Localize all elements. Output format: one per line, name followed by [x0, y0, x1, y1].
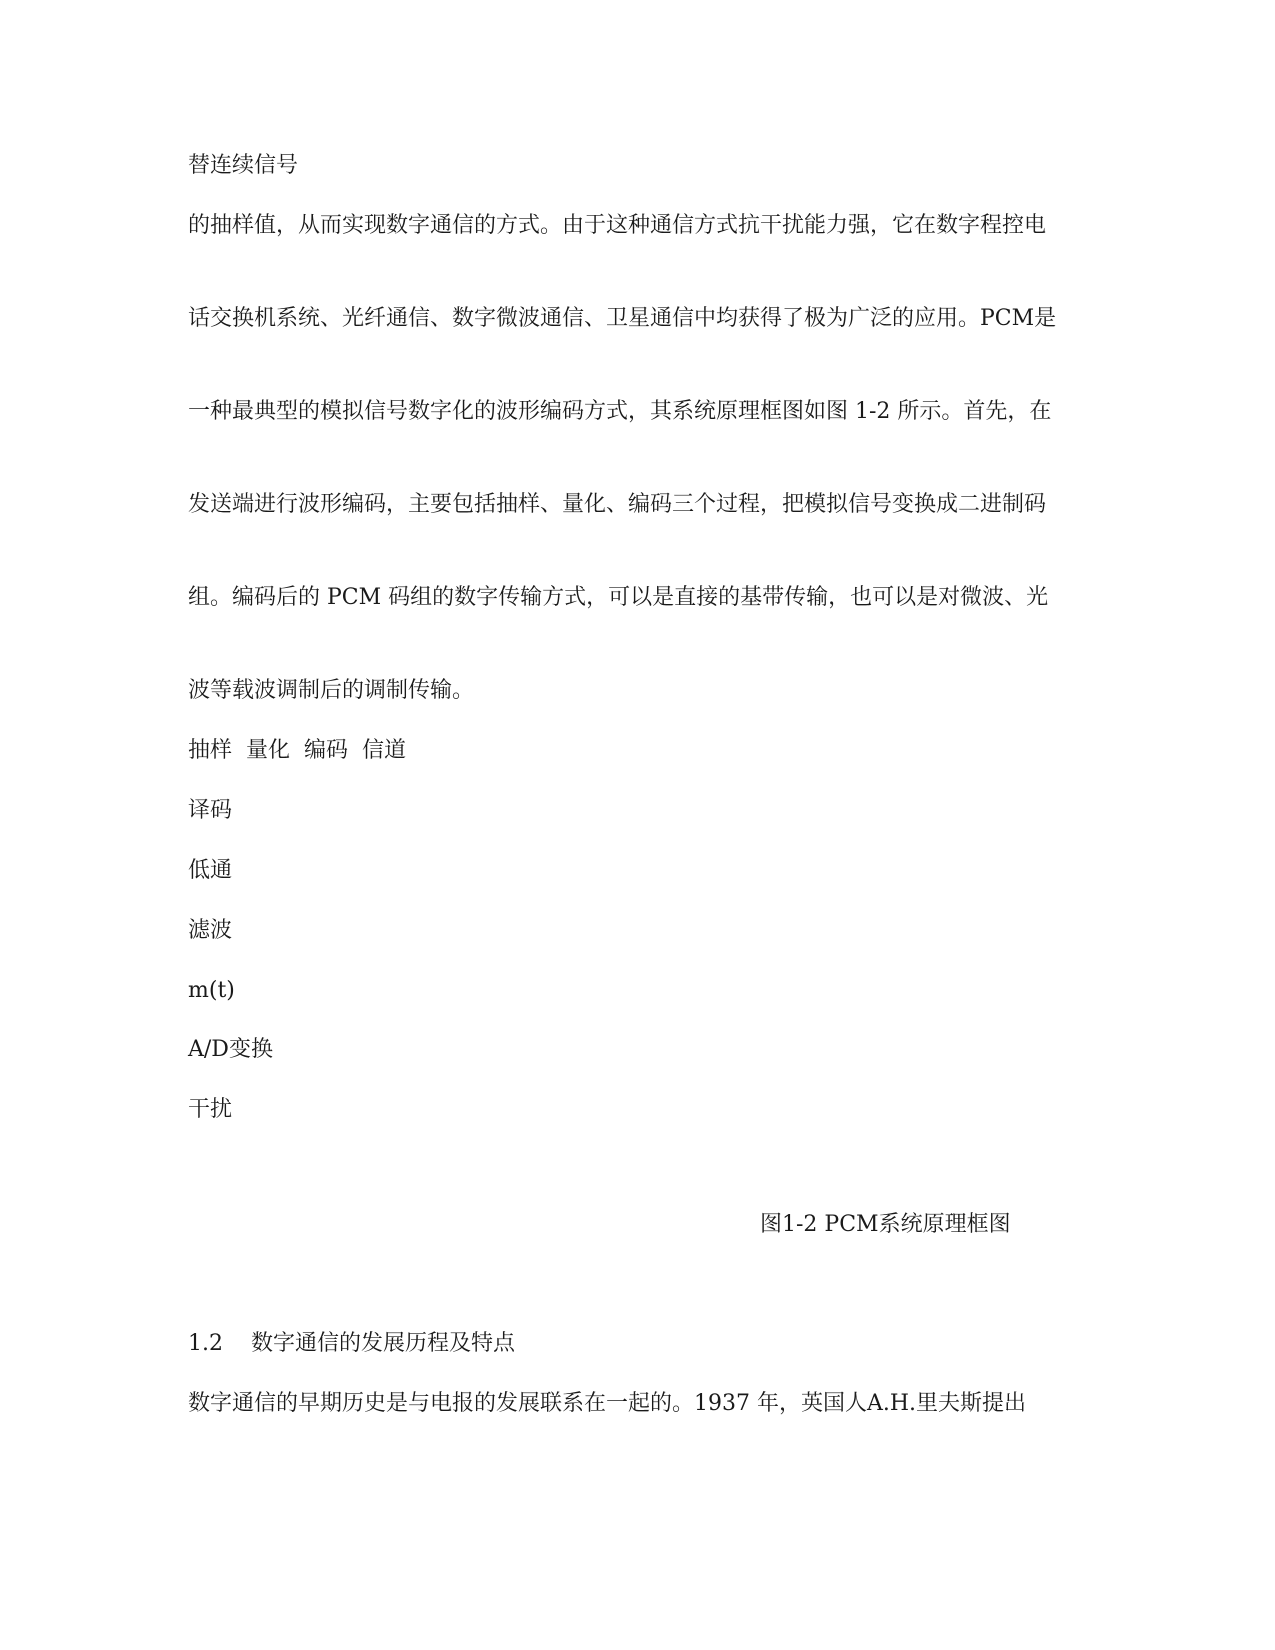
paragraph-line-2: 的抽样值，从而实现数字通信的方式。由于这种通信方式抗干扰能力强，它在数字程控电	[188, 213, 1047, 238]
paragraph-line-4: 一种最典型的模拟信号数字化的波形编码方式，其系统原理框图如图 1-2 所示。首先，在	[188, 399, 1052, 424]
section-paragraph-line-1: 数字通信的早期历史是与电报的发展联系在一起的。1937 年，英国人A.H.里夫斯提出	[188, 1391, 1027, 1416]
figure-label-ad-conversion: A/D变换	[188, 1037, 273, 1062]
paragraph-line-5: 发送端进行波形编码，主要包括抽样、量化、编码三个过程，把模拟信号变换成二进制码	[188, 492, 1047, 517]
figure-label-signal: m(t)	[188, 978, 235, 1003]
paragraph-line-6: 组。编码后的 PCM 码组的数字传输方式，可以是直接的基带传输，也可以是对微波、光	[188, 585, 1049, 610]
figure-caption: 图1-2 PCM系统原理框图	[760, 1212, 1011, 1237]
figure-label-lowpass: 低通	[188, 858, 233, 883]
paragraph-line-3: 话交换机系统、光纤通信、数字微波通信、卫星通信中均获得了极为广泛的应用。PCM是	[188, 306, 1057, 331]
figure-label-interference: 干扰	[188, 1097, 233, 1122]
figure-label-blocks: 抽样 量化 编码 信道	[188, 738, 406, 763]
paragraph-line-7: 波等载波调制后的调制传输。	[188, 678, 475, 703]
figure-label-filter: 滤波	[188, 918, 233, 943]
paragraph-line-1: 替连续信号	[188, 153, 299, 178]
figure-label-decode: 译码	[188, 798, 233, 823]
section-heading: 1.2 数字通信的发展历程及特点	[188, 1331, 515, 1356]
